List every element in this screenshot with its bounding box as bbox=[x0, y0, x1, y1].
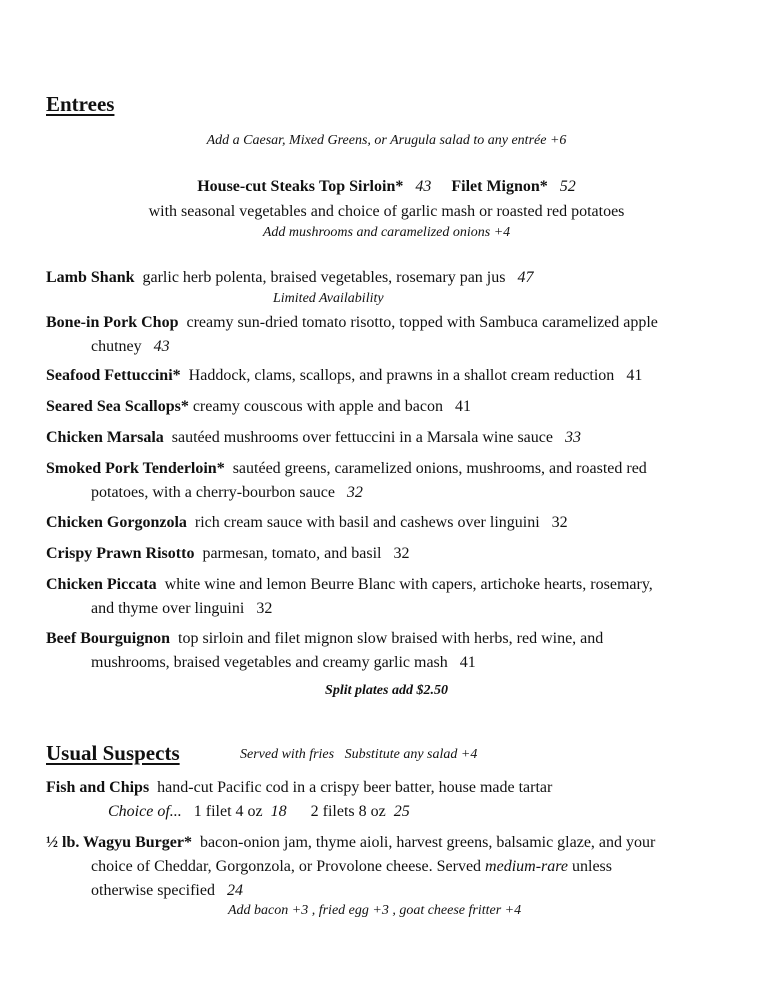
item-name: Smoked Pork Tenderloin* bbox=[46, 460, 225, 477]
menu-item bbox=[46, 511, 736, 535]
item-name: Chicken Gorgonzola bbox=[46, 514, 187, 531]
steak-cut-1: Top Sirloin* bbox=[319, 178, 404, 195]
item-desc: bacon-onion jam, thyme aioli, harvest greens, balsamic glaze, and your bbox=[199, 834, 656, 851]
item-desc-cont: chutney bbox=[91, 338, 142, 355]
steaks-line bbox=[0, 175, 773, 199]
fish-option-1: 1 filet 4 oz bbox=[193, 803, 263, 820]
menu-item bbox=[46, 776, 736, 800]
item-name: Lamb Shank bbox=[46, 269, 135, 286]
item-name: Chicken Piccata bbox=[46, 576, 157, 593]
item-price: 43 bbox=[153, 338, 170, 355]
item-price: 32 bbox=[393, 545, 410, 562]
item-name: Crispy Prawn Risotto bbox=[46, 545, 195, 562]
item-price: 33 bbox=[564, 429, 581, 446]
menu-item bbox=[46, 627, 736, 675]
menu-item bbox=[46, 831, 736, 903]
menu-item bbox=[46, 395, 736, 419]
item-price: 32 bbox=[346, 484, 363, 501]
usual-suspects-subnote: Served with fries Substitute any salad +4 bbox=[240, 747, 478, 762]
item-desc: Haddock, clams, scallops, and prawns in a shallot cream reduction bbox=[188, 367, 615, 384]
salad-note: Add a Caesar, Mixed Greens, or Arugula salad to any entrée +6 bbox=[206, 133, 567, 148]
fish-option-2-price: 25 bbox=[393, 803, 410, 820]
item-name: Seafood Fettuccini* bbox=[46, 367, 181, 384]
steak-cut-2: Filet Mignon* bbox=[451, 178, 548, 195]
steaks-label: House-cut Steaks bbox=[197, 178, 315, 195]
doneness: medium-rare bbox=[485, 858, 568, 875]
menu-item bbox=[46, 457, 736, 505]
burger-addons: Add bacon +3 , fried egg +3 , goat cheese fritter +4 bbox=[228, 903, 522, 918]
item-desc-cont: and thyme over linguini bbox=[91, 600, 245, 617]
item-desc: sautéed greens, caramelized onions, mushrooms, and roasted red bbox=[232, 460, 647, 477]
usual-suspects-heading: Usual Suspects bbox=[46, 741, 180, 765]
item-name: ½ lb. Wagyu Burger* bbox=[46, 834, 192, 851]
item-desc: creamy sun-dried tomato risotto, topped with Sambuca caramelized apple bbox=[186, 314, 658, 331]
fish-choices bbox=[108, 800, 410, 824]
item-desc-cont: choice of Cheddar, Gorgonzola, or Provolone cheese. Served bbox=[91, 858, 482, 875]
item-name: Bone-in Pork Chop bbox=[46, 314, 179, 331]
item-price: 32 bbox=[551, 514, 568, 531]
item-name: Chicken Marsala bbox=[46, 429, 164, 446]
menu-item bbox=[46, 573, 736, 621]
item-desc: parmesan, tomato, and basil bbox=[202, 545, 382, 562]
item-desc: sautéed mushrooms over fettuccini in a Marsala wine sauce bbox=[171, 429, 553, 446]
menu-item bbox=[46, 426, 736, 450]
item-price: 41 bbox=[626, 367, 643, 384]
item-desc-cont: potatoes, with a cherry-bourbon sauce bbox=[91, 484, 335, 501]
item-desc: garlic herb polenta, braised vegetables, rosemary pan jus bbox=[142, 269, 506, 286]
item-name: Beef Bourguignon bbox=[46, 630, 171, 647]
item-desc-cont-3: otherwise specified bbox=[91, 882, 215, 899]
limited-availability-note: Limited Availability bbox=[273, 291, 384, 306]
item-name: Fish and Chips bbox=[46, 779, 150, 796]
item-desc: hand-cut Pacific cod in a crispy beer batter, house made tartar bbox=[157, 779, 553, 796]
item-desc: top sirloin and filet mignon slow braised with herbs, red wine, and bbox=[178, 630, 604, 647]
fish-option-1-price: 18 bbox=[270, 803, 287, 820]
item-price: 41 bbox=[459, 654, 476, 671]
steak-price-1: 43 bbox=[415, 178, 432, 195]
item-price: 32 bbox=[256, 600, 273, 617]
split-plates-note: Split plates add $2.50 bbox=[325, 683, 448, 698]
item-desc: creamy couscous with apple and bacon bbox=[192, 398, 443, 415]
steaks-addon: Add mushrooms and caramelized onions +4 bbox=[262, 225, 511, 240]
item-desc: white wine and lemon Beurre Blanc with capers, artichoke hearts, rosemary, bbox=[164, 576, 653, 593]
item-name: Seared Sea Scallops* bbox=[46, 398, 189, 415]
fish-option-2: 2 filets 8 oz bbox=[310, 803, 386, 820]
entrees-heading: Entrees bbox=[46, 92, 115, 116]
steak-price-2: 52 bbox=[559, 178, 576, 195]
item-price: 41 bbox=[454, 398, 471, 415]
choice-label: Choice of... bbox=[108, 803, 182, 820]
steaks-desc: with seasonal vegetables and choice of garlic mash or roasted red potatoes bbox=[148, 203, 625, 220]
item-desc: rich cream sauce with basil and cashews over linguini bbox=[194, 514, 540, 531]
menu-item bbox=[46, 542, 736, 566]
item-desc-cont: mushrooms, braised vegetables and creamy garlic mash bbox=[91, 654, 448, 671]
item-price: 24 bbox=[226, 882, 243, 899]
item-desc-cont-2: unless bbox=[572, 858, 612, 875]
item-price: 47 bbox=[517, 269, 534, 286]
menu-item bbox=[46, 311, 736, 359]
menu-item bbox=[46, 364, 736, 388]
menu-item bbox=[46, 266, 736, 290]
